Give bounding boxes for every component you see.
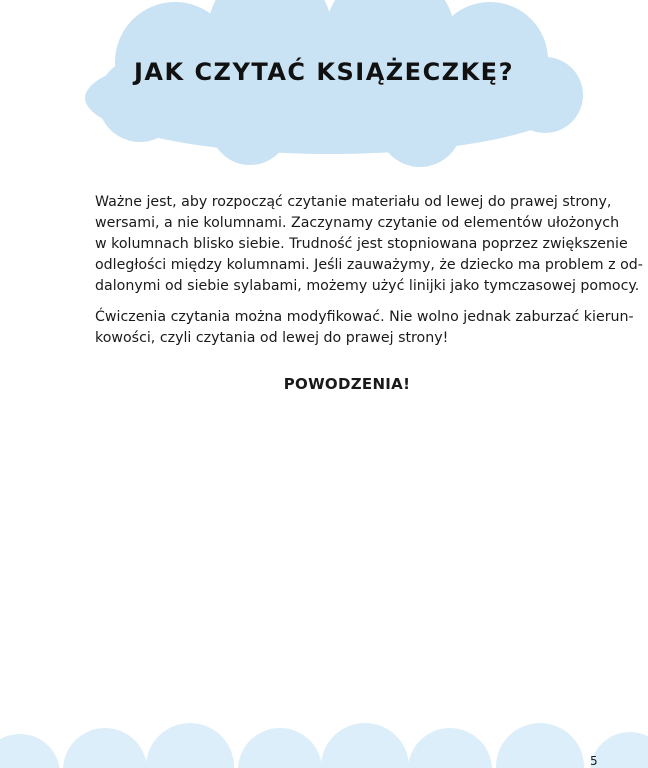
- cloud-header-decoration: [0, 0, 648, 175]
- text-line: w kolumnach blisko siebie. Trudność jest stopniowana poprzez zwiększenie: [95, 236, 628, 252]
- text-line: wersami, a nie kolumnami. Zaczynamy czytanie od elementów ułożonych: [95, 215, 620, 231]
- text-line: dalonymi od siebie sylabami, możemy użyć linijki jako tymczasowej pomocy.: [95, 278, 640, 294]
- text-line: Ćwiczenia czytania można modyfikować. Nie wolno jednak zaburzać kierun-: [95, 309, 634, 325]
- paragraph-reading-direction: [95, 192, 643, 297]
- instructions-text: [95, 192, 643, 359]
- cloud-footer-decoration: [0, 712, 648, 768]
- page-number: 5: [590, 754, 598, 768]
- closing-greeting: POWODZENIA!: [283, 375, 411, 393]
- page-title: JAK CZYTAĆ KSIĄŻECZKĘ?: [133, 58, 514, 86]
- paragraph-modifications: [95, 307, 634, 349]
- text-line: Ważne jest, aby rozpocząć czytanie materiału od lewej do prawej strony,: [95, 194, 612, 210]
- text-line: kowości, czyli czytania od lewej do prawej strony!: [95, 330, 449, 346]
- text-line: odległości między kolumnami. Jeśli zauważymy, że dziecko ma problem z od-: [95, 257, 643, 273]
